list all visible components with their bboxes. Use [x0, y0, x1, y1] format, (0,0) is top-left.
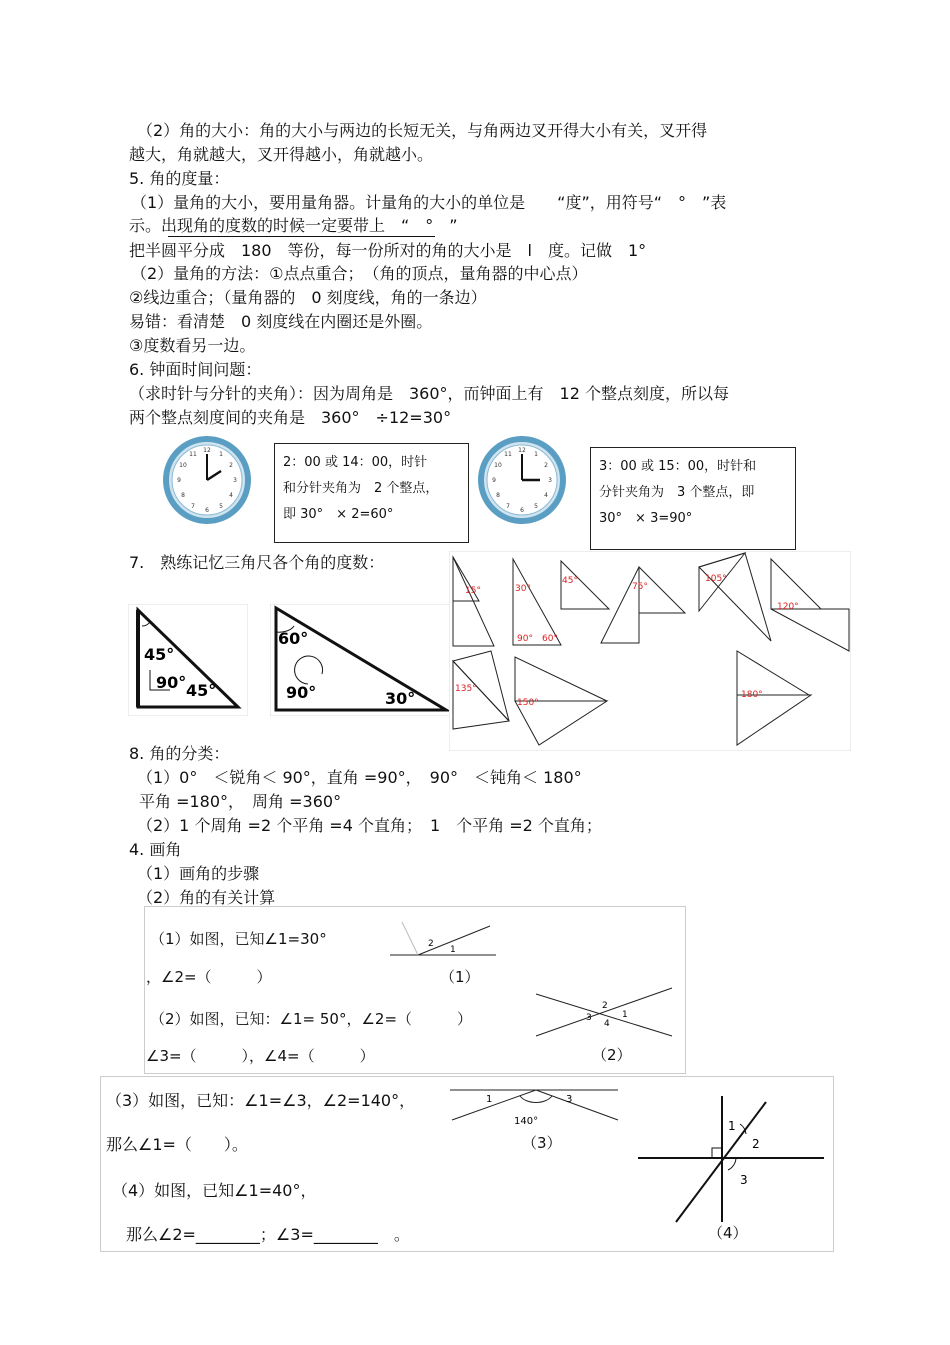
angle-number: 3 — [566, 1094, 573, 1105]
figure-caption: （2） — [592, 1046, 632, 1064]
figure-4 — [636, 1094, 826, 1224]
angle-number: 2 — [602, 1001, 608, 1011]
clock-number: 6 — [205, 507, 209, 514]
angle-number: 1 — [728, 1119, 736, 1133]
angle-label: 60° — [542, 634, 558, 644]
angle-number: 2 — [752, 1137, 760, 1151]
angle-number: 1 — [622, 1010, 628, 1020]
clock-number: 12 — [203, 447, 211, 454]
angle-label: 180° — [741, 690, 763, 700]
figure-3 — [448, 1082, 620, 1128]
angle-label: 30° — [385, 689, 416, 708]
clock-three-oclock — [472, 430, 572, 530]
box-line: 30° × 3=90° — [599, 511, 693, 526]
angle-number: 2 — [428, 939, 434, 949]
angle-label: 105° — [705, 574, 727, 584]
set-square-30-60 — [270, 604, 450, 716]
angle-label: 30° — [515, 584, 531, 594]
clock-number: 9 — [492, 477, 496, 484]
text-line: （1）量角的大小，要用量角器。计量角的大小的单位是 “度”，用符号“ ° ”表 — [131, 193, 727, 212]
angle-label: 45° — [186, 681, 217, 700]
box-line: 2：00 或 14：00，时针 — [283, 455, 428, 470]
text-line: 示。出现角的度数的时候一定要带上 “ ° ” — [129, 216, 458, 235]
text-line: （2）1 个周角 =2 个平角 =4 个直角； 1 个平角 =2 个直角； — [137, 816, 602, 835]
clock-note-box — [274, 443, 469, 543]
clock-number: 3 — [548, 477, 552, 484]
question-text: （3）如图，已知：∠1=∠3，∠2=140°， — [106, 1091, 416, 1110]
clock-number: 5 — [219, 503, 223, 510]
clock-number: 7 — [191, 503, 195, 510]
section-title: 7. 熟练记忆三角尺各个角的度数： — [129, 553, 385, 572]
question-text: 那么∠1=（ ）。 — [106, 1135, 248, 1154]
text-line: 越大，角就越大，叉开得越小，角就越小。 — [129, 145, 434, 164]
clock-number: 1 — [219, 451, 223, 458]
clock-number: 7 — [506, 503, 510, 510]
clock-number: 4 — [544, 492, 548, 499]
underline — [168, 236, 435, 237]
box-line: 3：00 或 15：00，时针和 — [599, 459, 757, 474]
section-title: 4. 画角 — [129, 840, 182, 859]
question-text: （2）如图，已知：∠1= 50°，∠2=（ ） — [150, 1010, 473, 1028]
clock-number: 12 — [518, 447, 526, 454]
angle-label: 150° — [517, 698, 539, 708]
clock-number: 10 — [179, 462, 187, 469]
figure-1 — [388, 912, 498, 962]
figure-caption: （4） — [708, 1224, 748, 1242]
text-line: 把半圆平分成 180 等份，每一份所对的角的大小是 l 度。记做 1° — [129, 241, 647, 260]
angle-value: 140° — [514, 1116, 539, 1127]
angle-label: 45° — [562, 576, 578, 586]
clock-number: 2 — [544, 462, 548, 469]
angle-label: 45° — [144, 645, 175, 664]
text-line: 易错：看清楚 0 刻度线在内圈还是外圈。 — [129, 312, 433, 331]
section-title: 5. 角的度量： — [129, 169, 230, 188]
clock-note-box — [590, 447, 796, 550]
section-title: 8. 角的分类： — [129, 744, 230, 763]
clock-number: 4 — [229, 492, 233, 499]
clock-number: 9 — [177, 477, 181, 484]
angle-label: 15° — [465, 586, 481, 596]
figure-caption: （1） — [440, 968, 480, 986]
clock-number: 3 — [233, 477, 237, 484]
question-text: 那么∠2=________；∠3=________ 。 — [126, 1225, 410, 1244]
clock-number: 11 — [504, 451, 512, 458]
clock-number: 5 — [534, 503, 538, 510]
angle-label: 90° — [517, 634, 533, 644]
angle-label: 60° — [278, 629, 309, 648]
text-line: （求时针与分针的夹角）：因为周角是 360°，而钟面上有 12 个整点刻度，所以每 — [129, 384, 729, 403]
clock-number: 2 — [229, 462, 233, 469]
clock-number: 1 — [534, 451, 538, 458]
question-text: （4）如图，已知∠1=40°， — [112, 1181, 317, 1200]
angle-number: 1 — [486, 1094, 493, 1105]
text-line: （2）量角的方法：①点点重合； （角的顶点，量角器的中心点） — [131, 264, 588, 283]
question-text: ∠3=（ ），∠4=（ ） — [146, 1047, 375, 1065]
text-line: （2）角的大小：角的大小与两边的长短无关，与角两边叉开得大小有关，叉开得 — [137, 121, 708, 140]
question-text: ，∠2=（ ） — [146, 968, 272, 986]
section-title: 6. 钟面时间问题： — [129, 360, 262, 379]
angle-number: 3 — [586, 1013, 592, 1023]
clock-number: 11 — [189, 451, 197, 458]
figure-2 — [534, 986, 674, 1042]
text-line: （1）画角的步骤 — [137, 864, 260, 883]
text-line: 两个整点刻度间的夹角是 360° ÷12=30° — [129, 408, 452, 427]
clock-two-oclock — [157, 430, 257, 530]
angle-number: 1 — [450, 945, 456, 955]
set-square-combinations — [449, 551, 851, 751]
text-line: ②线边重合；（量角器的 0 刻度线，角的一条边） — [129, 288, 487, 307]
angle-number: 4 — [604, 1019, 610, 1029]
text-line: （1）0° ＜锐角＜ 90°，直角 =90°， 90° ＜钝角＜ 180° — [137, 768, 582, 787]
clock-number: 8 — [181, 492, 185, 499]
box-line: 分针夹角为 3 个整点，即 — [599, 485, 755, 500]
clock-number: 6 — [520, 507, 524, 514]
angle-label: 90° — [286, 683, 317, 702]
question-text: （1）如图，已知∠1=30° — [150, 930, 327, 948]
text-line: ③度数看另一边。 — [129, 336, 256, 355]
box-line: 即 30° × 2=60° — [283, 507, 394, 522]
set-square-45 — [128, 604, 248, 716]
clock-number: 10 — [494, 462, 502, 469]
angle-label: 135° — [455, 684, 477, 694]
figure-caption: （3） — [522, 1134, 562, 1152]
angle-label: 120° — [777, 602, 799, 612]
angle-number: 3 — [740, 1173, 748, 1187]
angle-label: 75° — [632, 582, 648, 592]
clock-number: 8 — [496, 492, 500, 499]
box-line: 和分针夹角为 2 个整点， — [283, 481, 439, 496]
text-line: 平角 =180°， 周角 =360° — [139, 792, 342, 811]
angle-label: 90° — [156, 673, 187, 692]
text-line: （2）角的有关计算 — [137, 888, 276, 907]
